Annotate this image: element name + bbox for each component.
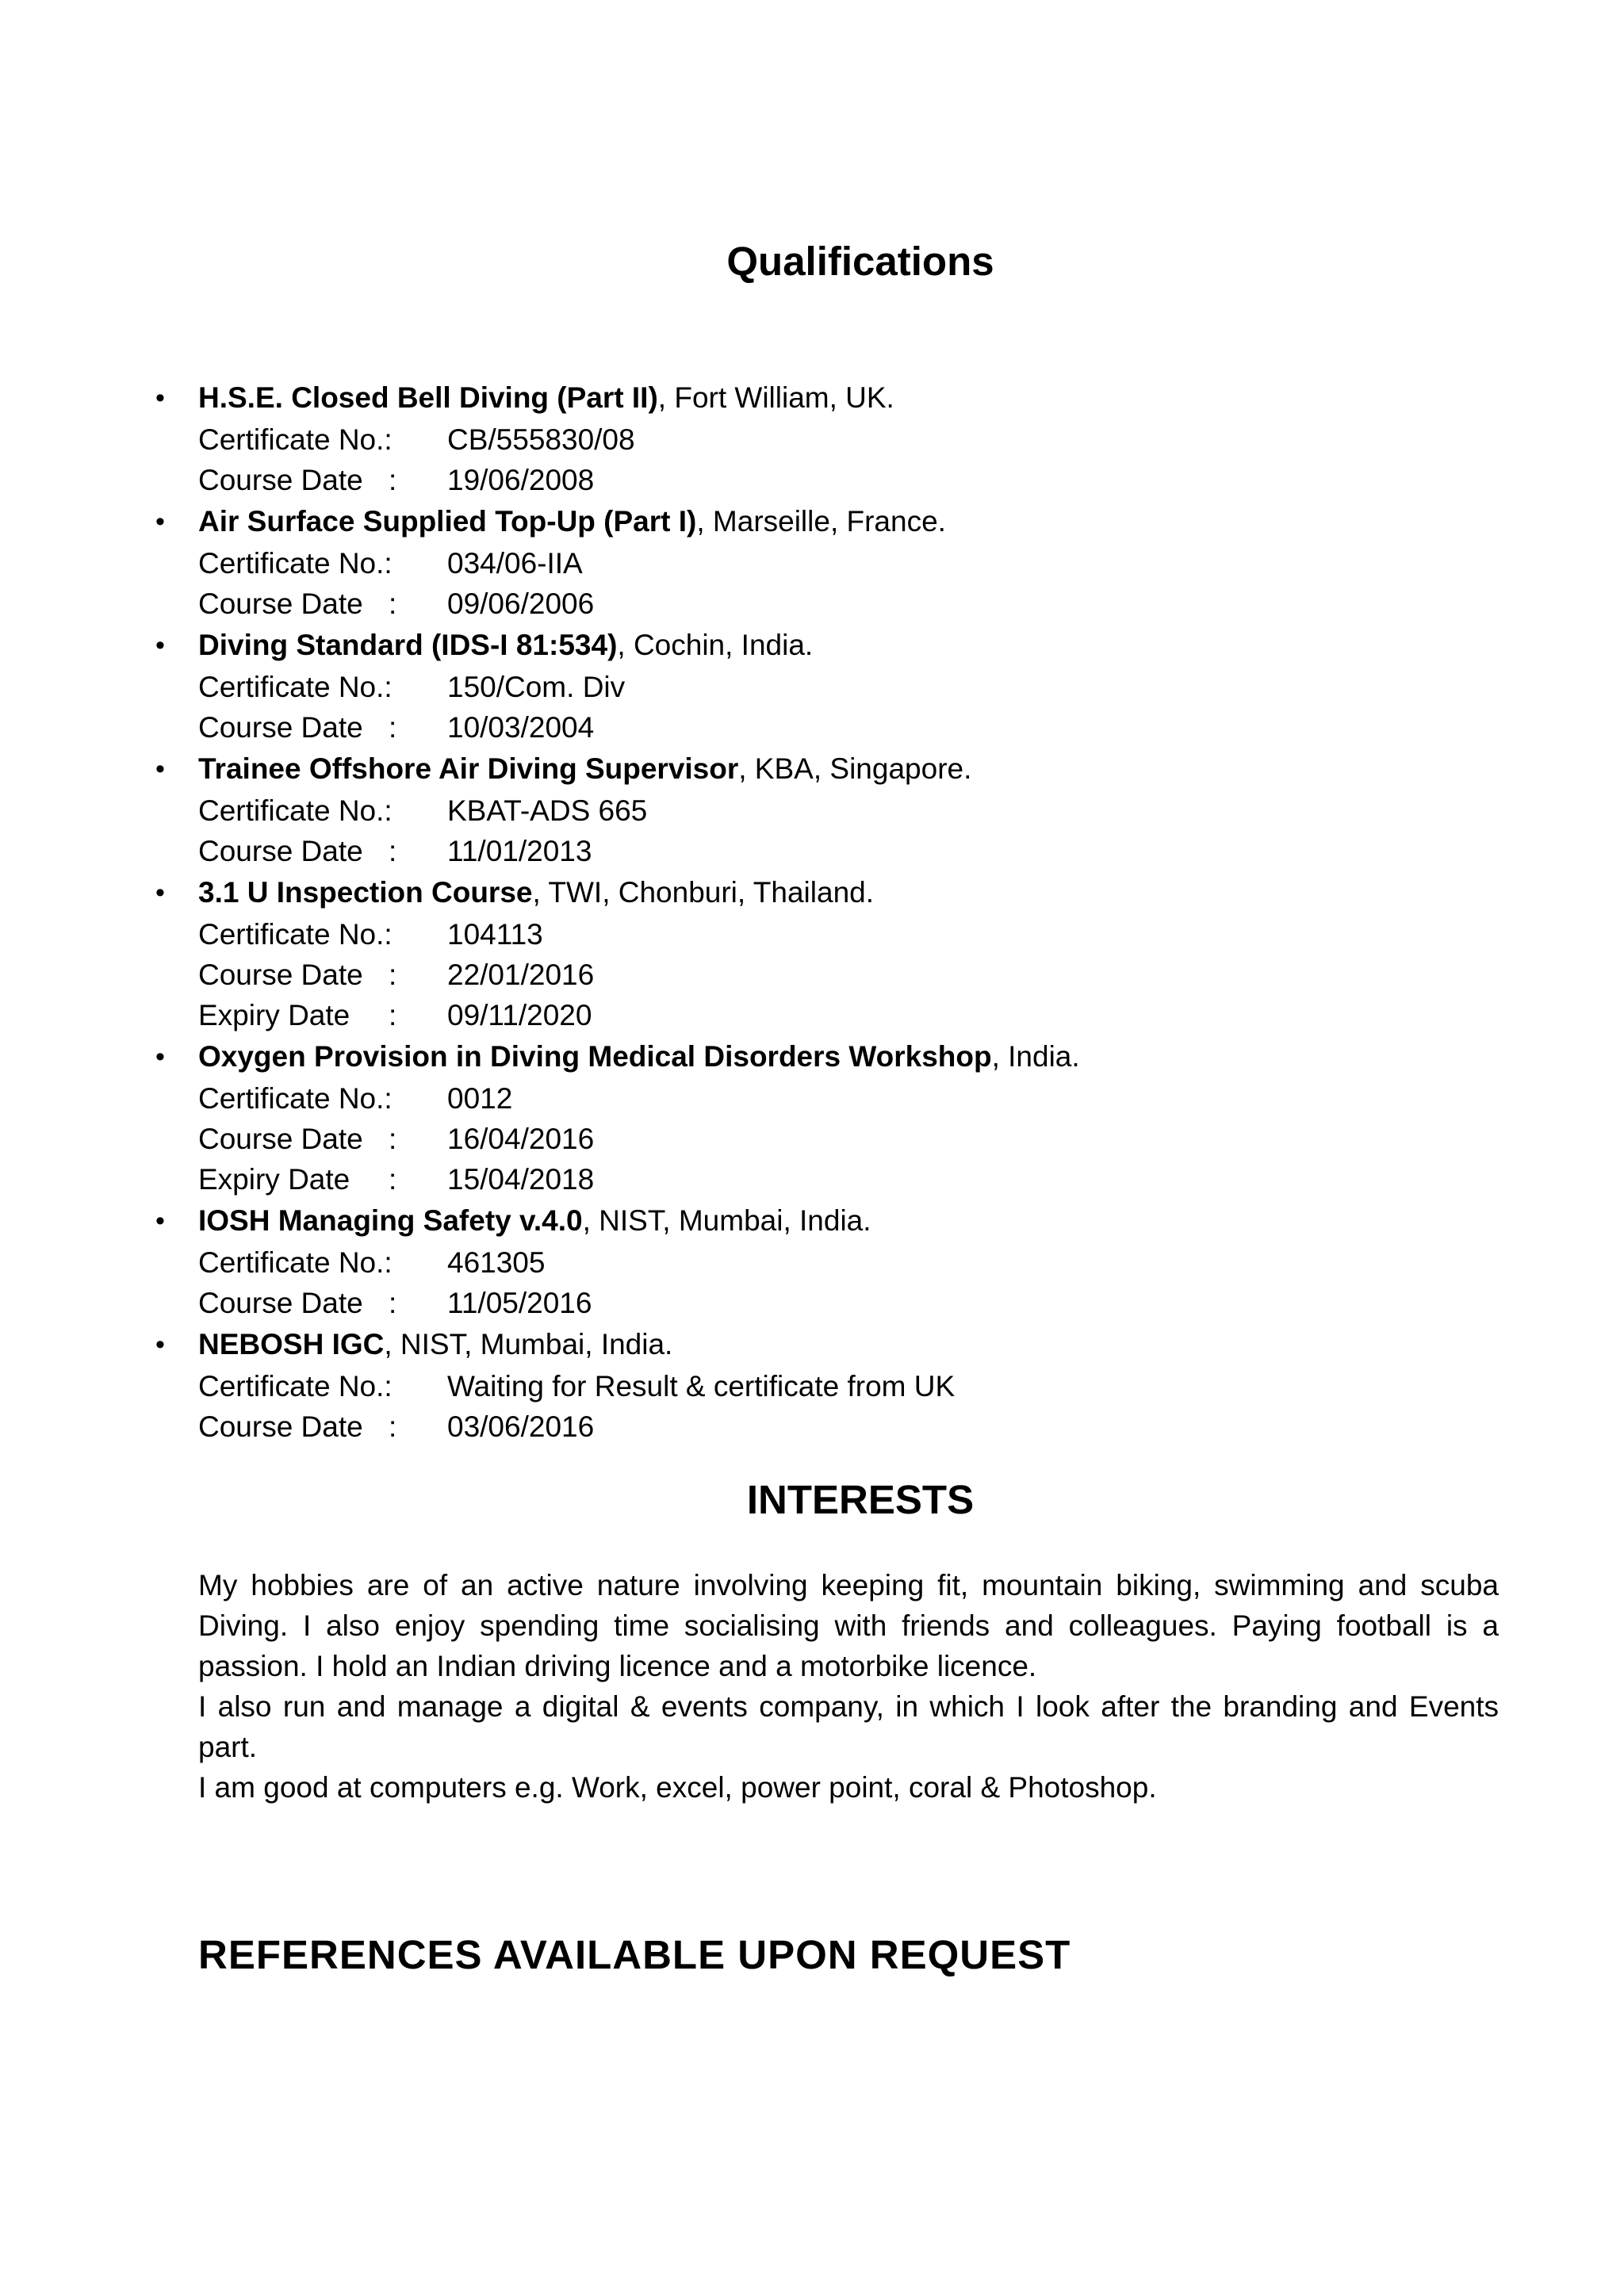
detail-value: 10/03/2004 [447, 711, 595, 744]
detail-value: 09/11/2020 [447, 999, 592, 1031]
detail-label: Course Date [198, 464, 363, 496]
detail-separator: : [389, 1287, 397, 1319]
qualification-name: Oxygen Provision in Diving Medical Disorders Workshop [198, 1040, 992, 1073]
qualification-location: , Cochin, India. [617, 629, 814, 661]
qualification-item [0, 377, 1624, 500]
detail-label: Course Date [198, 1410, 363, 1443]
qualification-name: Diving Standard (IDS-I 81:534) [198, 629, 618, 661]
detail-separator: : [389, 835, 397, 867]
detail-label: Certificate No.: [198, 423, 393, 456]
detail-value: 11/01/2013 [447, 835, 592, 867]
qualification-detail-row [198, 1119, 1624, 1159]
qualification-location: , NIST, Mumbai, India. [384, 1328, 673, 1360]
qualification-detail-row [198, 1283, 1624, 1323]
detail-value: 19/06/2008 [447, 464, 595, 496]
qualification-detail-row [198, 914, 1624, 955]
qualification-item [0, 500, 1624, 624]
detail-separator: : [389, 1410, 397, 1443]
detail-label: Expiry Date [198, 999, 350, 1031]
qualification-title-line [198, 500, 1624, 543]
qualification-title-line [198, 1200, 1624, 1242]
detail-separator: : [389, 464, 397, 496]
qualification-name: IOSH Managing Safety v.4.0 [198, 1204, 583, 1237]
qualification-item [0, 1323, 1624, 1447]
qualification-location: , TWI, Chonburi, Thailand. [532, 876, 875, 909]
qualification-location: , Marseille, France. [696, 505, 946, 538]
detail-label: Course Date [198, 959, 363, 991]
detail-value: 461305 [447, 1246, 546, 1279]
qualification-detail-row [198, 995, 1624, 1035]
detail-label: Certificate No.: [198, 671, 393, 703]
detail-value: CB/555830/08 [447, 423, 635, 456]
detail-label: Course Date [198, 1287, 363, 1319]
qualification-name: H.S.E. Closed Bell Diving (Part II) [198, 381, 658, 414]
detail-value: 09/06/2006 [447, 587, 595, 620]
qualification-name: Air Surface Supplied Top-Up (Part I) [198, 505, 697, 538]
qualification-detail-row [198, 790, 1624, 831]
detail-value: 104113 [447, 918, 543, 951]
detail-separator: : [389, 1163, 397, 1196]
qualification-location: , India. [991, 1040, 1080, 1073]
qualification-detail-row [198, 584, 1624, 624]
interests-heading: INTERESTS [746, 1477, 975, 1522]
qualification-title-line [198, 624, 1624, 667]
detail-value: 15/04/2018 [447, 1163, 595, 1196]
detail-value: 034/06-IIA [447, 547, 583, 580]
detail-label: Certificate No.: [198, 547, 393, 580]
detail-separator: : [389, 999, 397, 1031]
qualification-title-line [198, 871, 1624, 914]
interests-body [198, 1565, 1499, 1808]
qualification-title-line [198, 1035, 1624, 1078]
qualification-detail-row [198, 1366, 1624, 1406]
qualification-name: Trainee Offshore Air Diving Supervisor [198, 752, 739, 785]
qualification-detail-row [198, 707, 1624, 748]
detail-separator: : [389, 587, 397, 620]
qualification-name: NEBOSH IGC [198, 1328, 385, 1360]
qualification-detail-row [198, 543, 1624, 584]
detail-label: Course Date [198, 835, 363, 867]
detail-label: Certificate No.: [198, 918, 393, 951]
qualification-name: 3.1 U Inspection Course [198, 876, 533, 909]
qualifications-list [0, 377, 1624, 1447]
detail-label: Certificate No.: [198, 1246, 393, 1279]
qualification-detail-row [198, 1242, 1624, 1283]
detail-value: 03/06/2016 [447, 1410, 595, 1443]
qualification-item [0, 1200, 1624, 1323]
qualification-location: , NIST, Mumbai, India. [582, 1204, 871, 1237]
interests-paragraph: I am good at computers e.g. Work, excel, power point, coral & Photoshop. [198, 1771, 1157, 1804]
qualification-detail-row [198, 1159, 1624, 1200]
detail-separator: : [389, 1123, 397, 1155]
qualification-detail-row [198, 831, 1624, 871]
qualification-title-line [198, 1323, 1624, 1366]
qualification-item [0, 748, 1624, 871]
detail-value: 16/04/2016 [447, 1123, 595, 1155]
detail-label: Expiry Date [198, 1163, 350, 1196]
qualification-detail-row [198, 955, 1624, 995]
detail-value: 0012 [447, 1082, 513, 1115]
detail-label: Course Date [198, 711, 363, 744]
detail-label: Certificate No.: [198, 1370, 393, 1402]
qualification-title-line [198, 377, 1624, 419]
qualification-detail-row [198, 1406, 1624, 1447]
qualification-location: , Fort William, UK. [657, 381, 894, 414]
detail-label: Certificate No.: [198, 794, 393, 827]
detail-value: KBAT-ADS 665 [447, 794, 648, 827]
qualification-detail-row [198, 460, 1624, 500]
qualifications-heading: Qualifications [726, 239, 994, 284]
qualification-detail-row [198, 667, 1624, 707]
qualification-item [0, 1035, 1624, 1200]
qualification-item [0, 624, 1624, 748]
qualification-location: , KBA, Singapore. [738, 752, 972, 785]
qualification-detail-row [198, 1078, 1624, 1119]
detail-value: Waiting for Result & certificate from UK [447, 1370, 956, 1402]
detail-value: 22/01/2016 [447, 959, 595, 991]
interests-paragraph: I also run and manage a digital & events company, in which I look after the branding and Events part. [198, 1690, 1499, 1763]
references-heading: REFERENCES AVAILABLE UPON REQUEST [198, 1932, 1071, 1977]
detail-separator: : [389, 959, 397, 991]
detail-value: 150/Com. Div [447, 671, 626, 703]
detail-label: Certificate No.: [198, 1082, 393, 1115]
qualification-detail-row [198, 419, 1624, 460]
detail-separator: : [389, 711, 397, 744]
detail-value: 11/05/2016 [447, 1287, 592, 1319]
qualification-item [0, 871, 1624, 1035]
qualification-title-line [198, 748, 1624, 790]
detail-label: Course Date [198, 587, 363, 620]
interests-paragraph: My hobbies are of an active nature involving keeping fit, mountain biking, swimming and scuba Diving. I also enjoy spending time socialising with friends and colleagues. Paying football is a passion. I hold an Indian driving licence and a motorbike licence. [198, 1569, 1499, 1682]
detail-label: Course Date [198, 1123, 363, 1155]
